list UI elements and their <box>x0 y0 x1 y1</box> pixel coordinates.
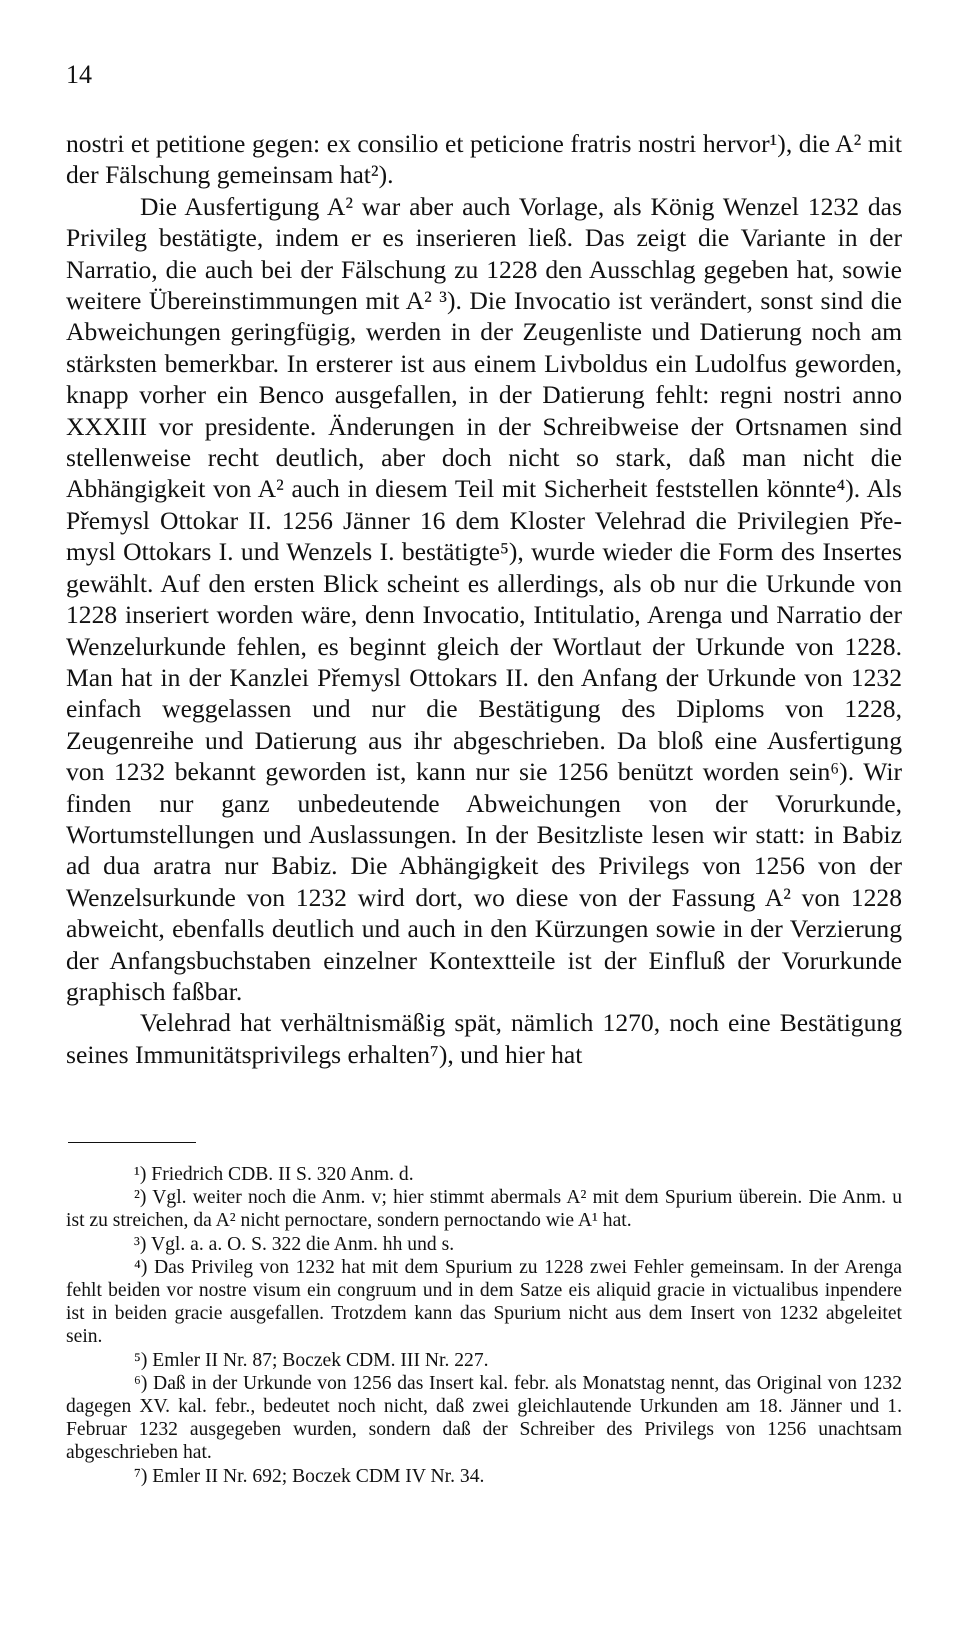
footnote-6: ⁶) Daß in der Urkunde von 1256 das Insert kal. febr. als Monatstag nennt, das Original von 1232 dagegen XV. kal. febr., bedeutet noch nicht, daß zwei gleichlautende Urkunden am 18. Jänner und 1. Februar 1232 ausgegeben wurden, sondern daß der Schreiber des Privilegs von 1256 unachtsam abgeschrieben hat. <box>66 1372 902 1464</box>
paragraph-1: nostri et petitione gegen: ex consilio et peticione fratris nostri hervor¹), die A² mit der Fälschung gemeinsam hat²). <box>66 129 902 190</box>
main-text <box>66 128 902 1070</box>
footnote-2: ²) Vgl. weiter noch die Anm. v; hier stimmt abermals A² mit dem Spurium überein. Die Anm. u ist zu streichen, da A² nicht pernoctare, sondern pernoctando wie A¹ hat. <box>66 1187 902 1232</box>
page-number: 14 <box>66 60 92 89</box>
footnote-1: ¹) Friedrich CDB. II S. 320 Anm. d. <box>134 1164 414 1185</box>
footnote-7: ⁷) Emler II Nr. 692; Boczek CDM IV Nr. 34. <box>134 1465 485 1487</box>
footnote-5: ⁵) Emler II Nr. 87; Boczek CDM. III Nr. 227. <box>134 1349 489 1371</box>
footnote-4: ⁴) Das Privileg von 1232 hat mit dem Spurium zu 1228 zwei Fehler gemeinsam. In der Arenga fehlt beiden vor nostre visum ein congruum und in dem Satze eis aliquid gracie in victualibus inpendere ist in beiden gracie ausgefallen. Trotzdem kann das Spurium nicht aus dem Insert von 1232 abgeleitet sein. <box>66 1256 902 1348</box>
footnote-divider <box>68 1142 196 1143</box>
footnote-3: ³) Vgl. a. a. O. S. 322 die Anm. hh und s. <box>134 1233 455 1255</box>
paragraph-3: Velehrad hat verhältnismäßig spät, nämlich 1270, noch eine Bestätigung seines Immunitätsprivilegs erhalten⁷), und hier hat <box>66 1008 902 1069</box>
footnotes <box>66 1163 902 1488</box>
paragraph-2: Die Ausfertigung A² war aber auch Vorlage, als König Wenzel 1232 das Privileg bestätigte, indem er es inserieren ließ. Das zeigt die Variante in der Narratio, die auch bei der Fälschung zu 1228 den Ausschlag gegeben hat, sowie weitere Übereinstimmungen mit A² ³). Die Invocatio ist verändert, sonst sind die Abweichungen geringfügig, werden in der Zeugenliste und Datierung noch am stärksten bemerkbar. In ersterer ist aus einem Livboldus ein Ludolfus geworden, knapp vorher ein Benco ausgefallen, in der Datierung fehlt: regni nostri anno XXXIII vor presidente. Änderungen in der Schreibweise der Ortsnamen sind stellenweise recht deutlich, aber doch nicht so stark, daß man nicht die Abhängigkeit von A² auch in diesem Teil mit Sicherheit feststellen könnte⁴). Als Přemysl Ottokar II. 1256 Jänner 16 dem Kloster Velehrad die Privilegien Přemysl Ottokars I. und Wenzels I. bestätigte⁵), wurde wieder die Form des Insertes gewählt. Auf den ersten Blick scheint es allerdings, als ob nur die Urkunde von 1228 inseriert worden wäre, denn Invocatio, Intitulatio, Arenga und Narratio der Wenzelurkunde fehlen, es beginnt gleich der Wortlaut der Urkunde von 1228. Man hat in der Kanzlei Přemysl Ottokars II. den Anfang der Urkunde von 1232 einfach weggelassen und nur die Bestätigung des Diploms von 1228, Zeugenreihe und Datierung aus ihr abgeschrieben. Da bloß eine Ausfertigung von 1232 bekannt geworden ist, kann nur sie 1256 benützt worden sein⁶). Wir finden nur ganz unbedeutende Abweichungen von der Vorurkunde, Wortumstellungen und Auslassungen. In der Besitzliste lesen wir statt: in Babiz ad dua aratra nur Babiz. Die Abhängigkeit des Privilegs von 1256 von der Wenzelsurkunde von 1232 wird dort, wo diese von der Fassung A² von 1228 abweicht, ebenfalls deutlich und auch in den Kürzungen sowie in der Verzierung der Anfangsbuchstaben einzelner Kontextteile ist der Einfluß der Vorurkunde graphisch faßbar. <box>66 191 902 1006</box>
